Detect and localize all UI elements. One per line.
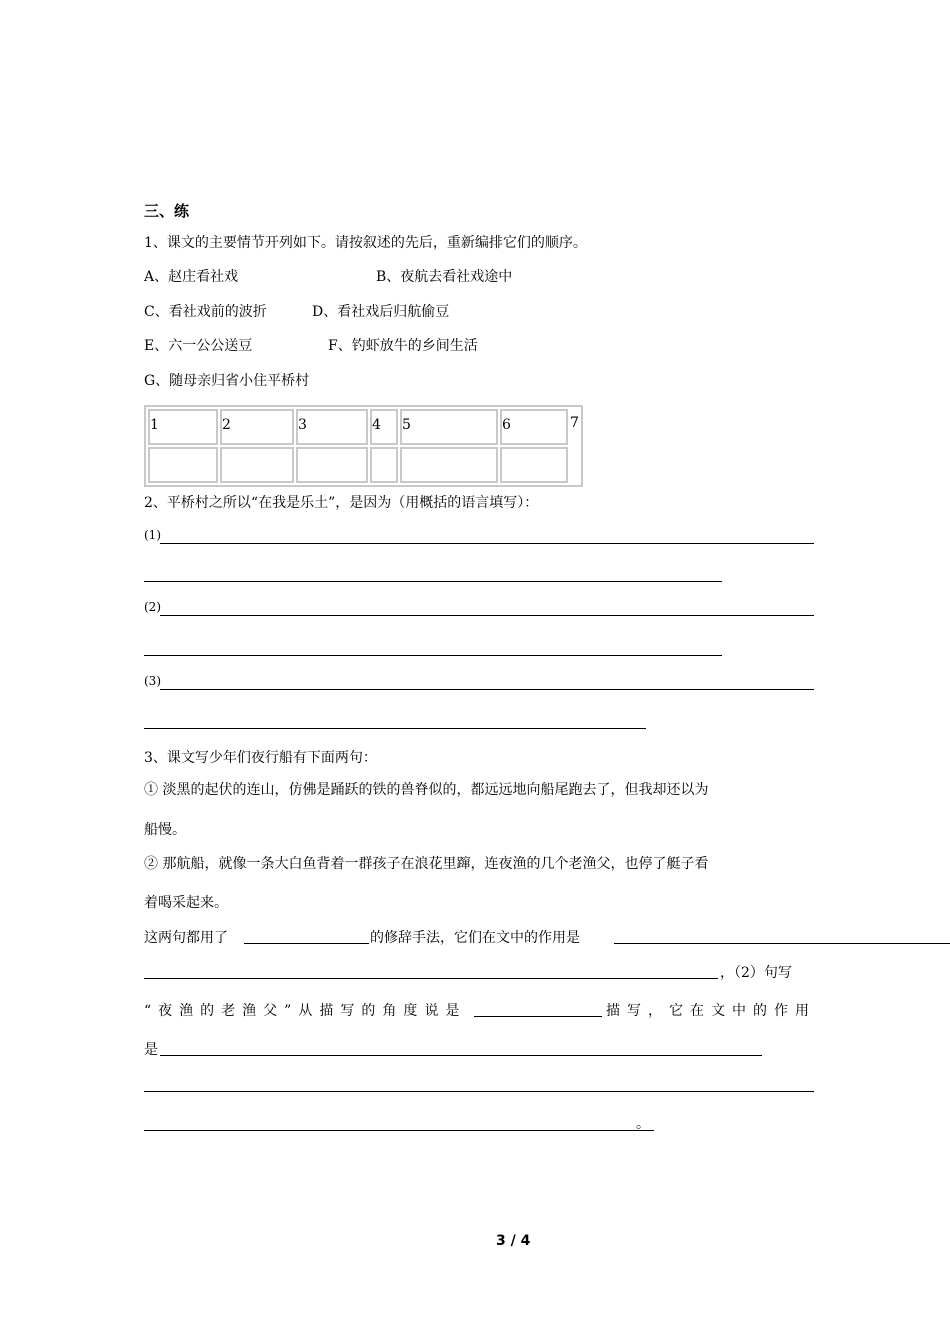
order-cell-6: 6 bbox=[500, 409, 568, 445]
sentence-2-line-2: 着喝采起来。 bbox=[144, 895, 228, 911]
sentence-1-line-1: ① 淡黑的起伏的连山，仿佛是踊跃的铁的兽脊似的，都远远地向船尾跑去了，但我却还以为 bbox=[144, 782, 709, 798]
description-angle-blank[interactable] bbox=[474, 1016, 602, 1017]
order-cell-7: 7 bbox=[570, 415, 579, 431]
q2-prompt: 2、平桥村之所以“在我是乐土”，是因为（用概括的语言填写）： bbox=[144, 495, 539, 511]
order-answer-5[interactable] bbox=[400, 447, 498, 483]
option-f: F、钓虾放牛的乡间生活 bbox=[328, 338, 478, 354]
q3-prompt: 3、课文写少年们夜行船有下面两句： bbox=[144, 750, 377, 766]
order-cell-2: 2 bbox=[220, 409, 294, 445]
q2-answer-line-1a[interactable] bbox=[160, 543, 814, 544]
page-number: 3 / 4 bbox=[496, 1233, 531, 1249]
section-title: 三、练 bbox=[144, 202, 190, 220]
order-answer-1[interactable] bbox=[148, 447, 218, 483]
q2-answer-line-3b[interactable] bbox=[144, 728, 646, 729]
order-answer-4[interactable] bbox=[370, 447, 398, 483]
fill-text-4: “夜渔的老渔父”从描写的角度说是 bbox=[144, 1003, 467, 1019]
fill-text-6: 是 bbox=[144, 1042, 158, 1058]
q2-item-2-label: (2) bbox=[144, 600, 161, 614]
q2-answer-line-2a[interactable] bbox=[160, 615, 814, 616]
effect-blank-1[interactable] bbox=[160, 1055, 762, 1056]
order-answer-7[interactable] bbox=[570, 447, 579, 483]
q2-answer-line-1b[interactable] bbox=[144, 581, 722, 582]
effect-blank-2[interactable] bbox=[144, 1091, 814, 1092]
order-cell-3: 3 bbox=[296, 409, 368, 445]
option-g: G、随母亲归省小住平桥村 bbox=[144, 373, 310, 389]
order-cell-1: 1 bbox=[148, 409, 218, 445]
end-period: 。 bbox=[636, 1116, 650, 1132]
function-blank-2[interactable] bbox=[144, 978, 718, 979]
sentence-1-line-2: 船慢。 bbox=[144, 822, 186, 838]
option-d: D、看社戏后归航偷豆 bbox=[312, 304, 450, 320]
function-blank-1[interactable] bbox=[614, 943, 950, 944]
sentence-2-line-1: ② 那航船，就像一条大白鱼背着一群孩子在浪花里蹿，连夜渔的几个老渔父，也停了艇子看 bbox=[144, 856, 709, 872]
option-e: E、六一公公送豆 bbox=[144, 338, 253, 354]
order-answer-6[interactable] bbox=[500, 447, 568, 483]
q2-answer-line-3a[interactable] bbox=[160, 689, 814, 690]
option-c: C、看社戏前的波折 bbox=[144, 304, 267, 320]
order-cell-4: 4 bbox=[370, 409, 398, 445]
q2-answer-line-2b[interactable] bbox=[144, 655, 722, 656]
effect-blank-3[interactable] bbox=[144, 1130, 654, 1131]
fill-text-5: 描写，它在文中的作用 bbox=[606, 1003, 816, 1019]
order-number-row bbox=[148, 409, 579, 445]
order-answer-2[interactable] bbox=[220, 447, 294, 483]
fill-text-1: 这两句都用了 bbox=[144, 930, 228, 946]
fill-text-3: ，（2）句写 bbox=[720, 965, 792, 981]
order-answer-row bbox=[148, 447, 579, 483]
order-answer-3[interactable] bbox=[296, 447, 368, 483]
order-cell-5: 5 bbox=[400, 409, 498, 445]
q2-item-3-label: (3) bbox=[144, 674, 161, 688]
option-a: A、赵庄看社戏 bbox=[144, 269, 239, 285]
q1-prompt: 1、课文的主要情节开列如下。请按叙述的先后，重新编排它们的顺序。 bbox=[144, 235, 587, 251]
option-b: B、夜航去看社戏途中 bbox=[376, 269, 513, 285]
q2-item-1-label: (1) bbox=[144, 528, 161, 542]
fill-text-2: 的修辞手法，它们在文中的作用是 bbox=[370, 930, 580, 946]
order-table bbox=[144, 405, 583, 487]
rhetoric-blank[interactable] bbox=[244, 943, 369, 944]
